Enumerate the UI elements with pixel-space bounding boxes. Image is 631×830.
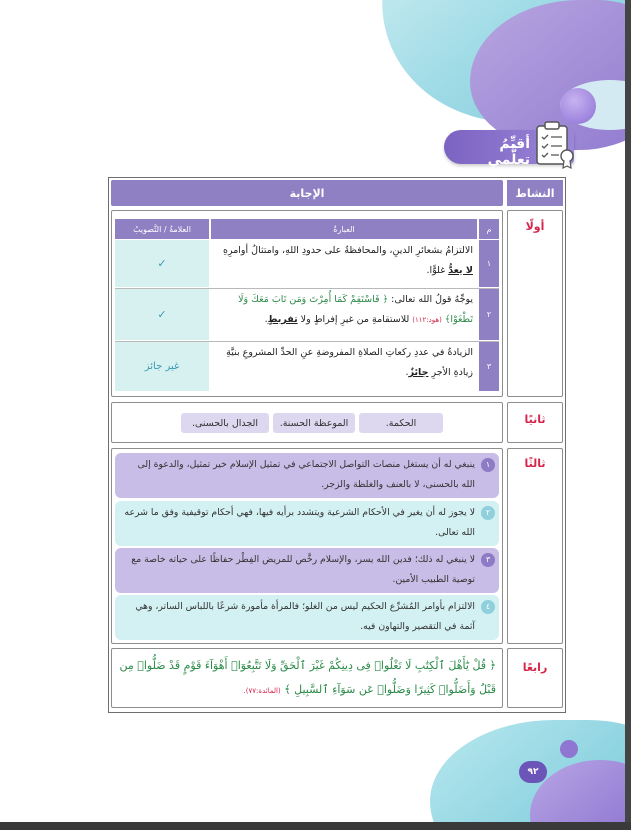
- row-number: ٣: [479, 342, 499, 391]
- statement-text: الزيادةُ في عددِ ركعاتِ الصلاةِ المفروضةِ عنِ الحدِّ المشروعِ بنيَّةِ زيادةِ الأجرِ جائزٌ.: [226, 347, 473, 378]
- item-number: ٤: [481, 600, 495, 614]
- quran-verse: ﴿ قُلْ يَٰٓأَهْلَ ٱلْكِتَٰبِ لَا تَغْلُوا۟ فِى دِينِكُمْ غَيْرَ ٱلْحَقِّ وَلَا تَتَّبِعُوٓا۟ أَهْوَآءَ قَوْمٍ قَدْ ضَلُّوا۟ مِن قَبْلُ وَأَضَلُّوا۟ كَثِيرًا وَضَلُّوا۟ عَن سَوَآءِ ٱلسَّبِيلِ ﴾ (المائدة:٧٧).: [119, 659, 496, 696]
- row-number: ١: [479, 240, 499, 287]
- section-title: أقيِّمُ تعلُّمي: [487, 136, 530, 168]
- page-edge: [625, 0, 631, 830]
- item-number: ١: [481, 458, 495, 472]
- verse-reference: (المائدة:٧٧).: [243, 687, 281, 695]
- activity-label-2: ثانيًا: [524, 413, 546, 426]
- page-edge: [0, 822, 631, 830]
- mark-check: ✓: [115, 289, 209, 340]
- answer-chip: الموعظة الحسنة.: [273, 413, 355, 433]
- answer-item: ٣ لا ينبغي له ذلك؛ فدين الله يسر، والإسلام رخَّص للمريض الفِطْر حفاظًا على حياته خاصة مع توصية الطبيب الأمين.: [115, 548, 499, 593]
- item-number: ٣: [481, 553, 495, 567]
- answer-item: ٢ لا يجوز له أن يغير في الأحكام الشرعية ويتشدد برأيه فيها، فهي أحكام توقيفية وفق ما شرعه الله تعالى.: [115, 501, 499, 546]
- activity-cell-4: [507, 648, 563, 708]
- answer-item: ١ ينبغي له أن يستغل منصات التواصل الاجتماعي في تمثيل الإسلام خير تمثيل، والدعوة إلى الله بالحسنى، لا بالعنف والغلظة والزجر.: [115, 453, 499, 498]
- mark-check: ✓: [115, 240, 209, 287]
- activity-label-4: رابعًا: [522, 661, 548, 674]
- column-header-statement: العبارةُ: [211, 219, 477, 239]
- item-number: ٢: [481, 506, 495, 520]
- mark-correction: غير جائز: [115, 342, 209, 391]
- decorative-circle: [560, 740, 578, 758]
- answer-item: ٤ الالتزام بأوامر المُشرِّع الحكيم ليس من الغلو؛ فالمرأة مأمورة شرعًا باللباس الساتر، وهي آثمة في التقصير والتهاون فيه.: [115, 595, 499, 640]
- activity-label-1: أولًا: [525, 220, 545, 233]
- column-header-number: م: [479, 219, 499, 239]
- column-header-mark: العلامةُ / التَّصويبُ: [115, 219, 209, 239]
- statement-text: يوجِّهُ قولُ الله تعالى: ﴿ فَاسْتَقِمْ كَمَا أُمِرْتَ وَمَن تَابَ مَعَكَ وَلَا تَطْغَوْا﴾ (هود:١١٢) للاستقامةِ من غيرِ إفراطٍ ولا تفريطٍ.: [238, 294, 473, 325]
- statement-text: الالتزامُ بشعائرِ الدينِ، والمحافظةُ على حدودِ اللهِ، وامتثالُ أوامرِهِ لا يعدُّ غلوًّا.: [222, 245, 473, 276]
- activity-cell-3: [507, 448, 563, 644]
- row-number: ٢: [479, 289, 499, 340]
- header-activity: النشاط: [507, 180, 563, 206]
- answer-chip: الحكمة.: [359, 413, 443, 433]
- header-answer: الإجابة: [111, 180, 503, 206]
- checklist-clipboard-icon: [531, 120, 577, 170]
- page-number: ٩٢: [519, 761, 547, 783]
- activity-label-3: ثالثًا: [524, 457, 546, 470]
- decorative-circle: [560, 88, 596, 124]
- activity-cell-1: [507, 210, 563, 397]
- answer-chip: الجدال بالحسنى.: [181, 413, 269, 433]
